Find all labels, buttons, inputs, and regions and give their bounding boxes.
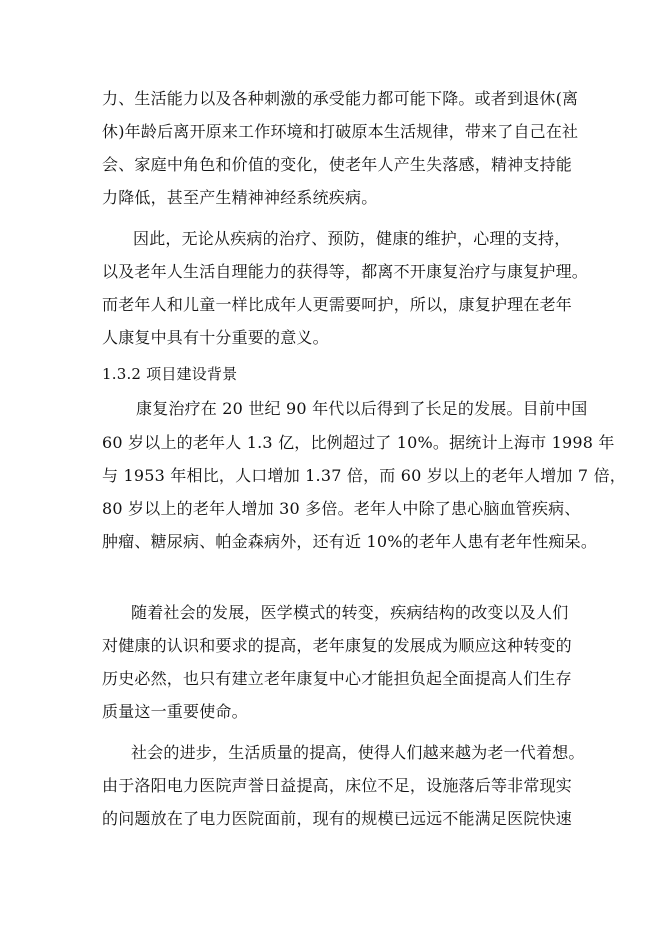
text-line-4: 力降低，甚至产生精神神经系统疾病。 (102, 188, 378, 207)
paragraph-start-line-5: 因此，无论从疾病的治疗、预防，健康的维护，心理的支持， (133, 229, 571, 248)
paragraph-start-line-19: 社会的进步，生活质量的提高，使得人们越来越为老一代着想。 (131, 743, 585, 762)
text-line-14: 肿瘤、糖尿病、帕金森病外，还有近 10%的老年人患有老年性痴呆。 (102, 532, 598, 551)
text-line-18: 质量这一重要使命。 (102, 702, 248, 721)
text-line-16: 对健康的认识和要求的提高，老年康复的发展成为顺应这种转变的 (102, 636, 572, 655)
paragraph-start-line-10: 康复治疗在 20 世纪 90 年代以后得到了长足的发展。目前中国 (136, 399, 588, 418)
text-line-21: 的问题放在了电力医院面前，现有的规模已远远不能满足医院快速 (102, 809, 572, 828)
text-line-11: 60 岁以上的老年人 1.3 亿，比例超过了 10%。据统计上海市 1998 年 (102, 433, 615, 452)
text-line-17: 历史必然，也只有建立老年康复中心才能担负起全面提高人们生存 (102, 669, 572, 688)
text-line-3: 会、家庭中角色和价值的变化，使老年人产生失落感，精神支持能 (102, 155, 572, 174)
text-line-8: 人康复中具有十分重要的意义。 (102, 328, 329, 347)
paragraph-start-line-15: 随着社会的发展，医学模式的转变，疾病结构的改变以及人们 (131, 603, 569, 622)
text-line-2: 休)年龄后离开原来工作环境和打破原本生活规律，带来了自己在社 (102, 122, 579, 141)
text-line-6: 以及老年人生活自理能力的获得等，都离不开康复治疗与康复护理。 (102, 262, 589, 281)
text-line-7: 而老年人和儿童一样比成年人更需要呵护，所以，康复护理在老年 (102, 295, 572, 314)
text-line-20: 由于洛阳电力医院声誉日益提高，床位不足，设施落后等非常现实 (102, 776, 572, 795)
text-line-13: 80 岁以上的老年人增加 30 多倍。老年人中除了患心脑血管疾病、 (102, 499, 581, 518)
text-line-12: 与 1953 年相比，人口增加 1.37 倍，而 60 岁以上的老年人增加 7 倍， (102, 466, 626, 485)
text-line-1: 力、生活能力以及各种刺激的承受能力都可能下降。或者到退休(离 (102, 89, 579, 108)
section-heading: 1.3.2 项目建设背景 (102, 365, 238, 383)
